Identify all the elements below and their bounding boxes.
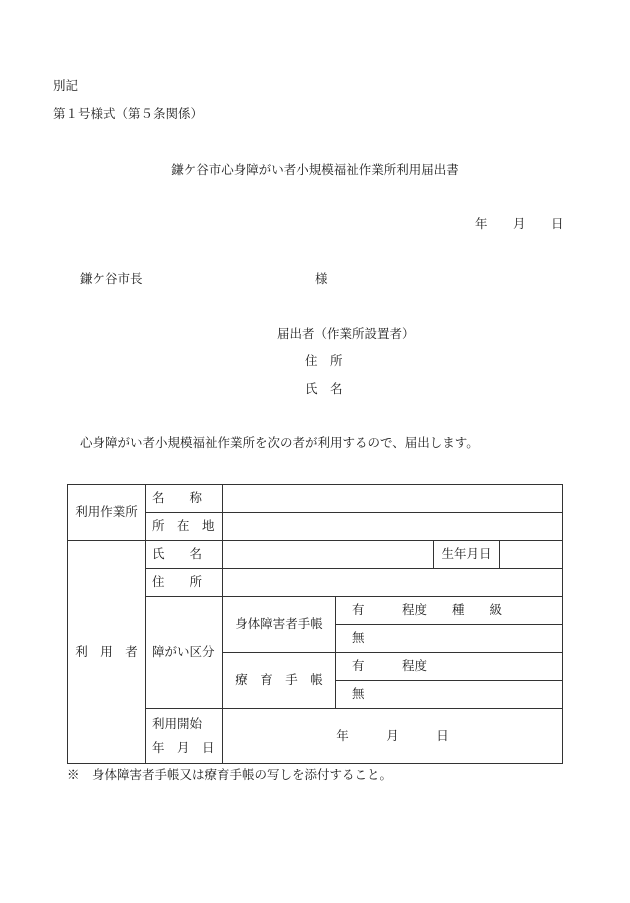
applicant-name-label: 氏 名 bbox=[305, 381, 343, 396]
usage-form-table bbox=[67, 484, 563, 764]
user-name-field[interactable] bbox=[223, 541, 434, 569]
applicant-label: 届出者（作業所設置者） bbox=[277, 326, 415, 341]
physical-handbook-yes-option[interactable]: 有 程度 種 級 bbox=[336, 597, 563, 625]
user-address-field[interactable] bbox=[223, 569, 563, 597]
annex-label: 別記 bbox=[53, 78, 79, 93]
rehab-handbook-yes-option[interactable]: 有 程度 bbox=[336, 653, 563, 681]
rehab-handbook-label: 療 育 手 帳 bbox=[223, 653, 336, 709]
form-number: 第１号様式（第５条関係） bbox=[53, 106, 204, 121]
start-date-label-line2: 年 月 日 bbox=[152, 740, 215, 755]
birth-date-field[interactable] bbox=[500, 541, 563, 569]
facility-name-field[interactable] bbox=[223, 485, 563, 513]
start-date-label-line1: 利用開始 bbox=[152, 716, 203, 732]
date-year-label: 年 bbox=[475, 216, 488, 231]
user-address-label: 住 所 bbox=[146, 569, 223, 597]
facility-location-label: 所 在 地 bbox=[146, 513, 223, 541]
facility-location-field[interactable] bbox=[223, 513, 563, 541]
facility-name-label: 名 称 bbox=[146, 485, 223, 513]
user-name-label: 氏 名 bbox=[146, 541, 223, 569]
physical-handbook-label: 身体障害者手帳 bbox=[223, 597, 336, 653]
date-month-label: 月 bbox=[513, 216, 526, 231]
addressee-name: 鎌ケ谷市長 bbox=[80, 271, 143, 286]
applicant-address-label: 住 所 bbox=[305, 353, 343, 368]
document-title: 鎌ケ谷市心身障がい者小規模福祉作業所利用届出書 bbox=[171, 162, 459, 177]
user-section-header: 利 用 者 bbox=[68, 541, 146, 764]
birth-date-label: 生年月日 bbox=[434, 541, 500, 569]
physical-handbook-no-option[interactable]: 無 bbox=[336, 625, 563, 653]
date-day-label: 日 bbox=[551, 216, 564, 231]
body-statement: 心身障がい者小規模福祉作業所を次の者が利用するので、届出します。 bbox=[80, 435, 479, 450]
disability-class-label: 障がい区分 bbox=[146, 597, 223, 709]
addressee-honorific: 様 bbox=[315, 271, 328, 286]
start-date-field[interactable]: 年 月 日 bbox=[223, 709, 563, 764]
rehab-handbook-no-option[interactable]: 無 bbox=[336, 681, 563, 709]
facility-section-header: 利用作業所 bbox=[68, 485, 146, 541]
attachment-note: ※ 身体障害者手帳又は療育手帳の写しを添付すること。 bbox=[67, 767, 393, 782]
start-date-label bbox=[146, 709, 223, 764]
